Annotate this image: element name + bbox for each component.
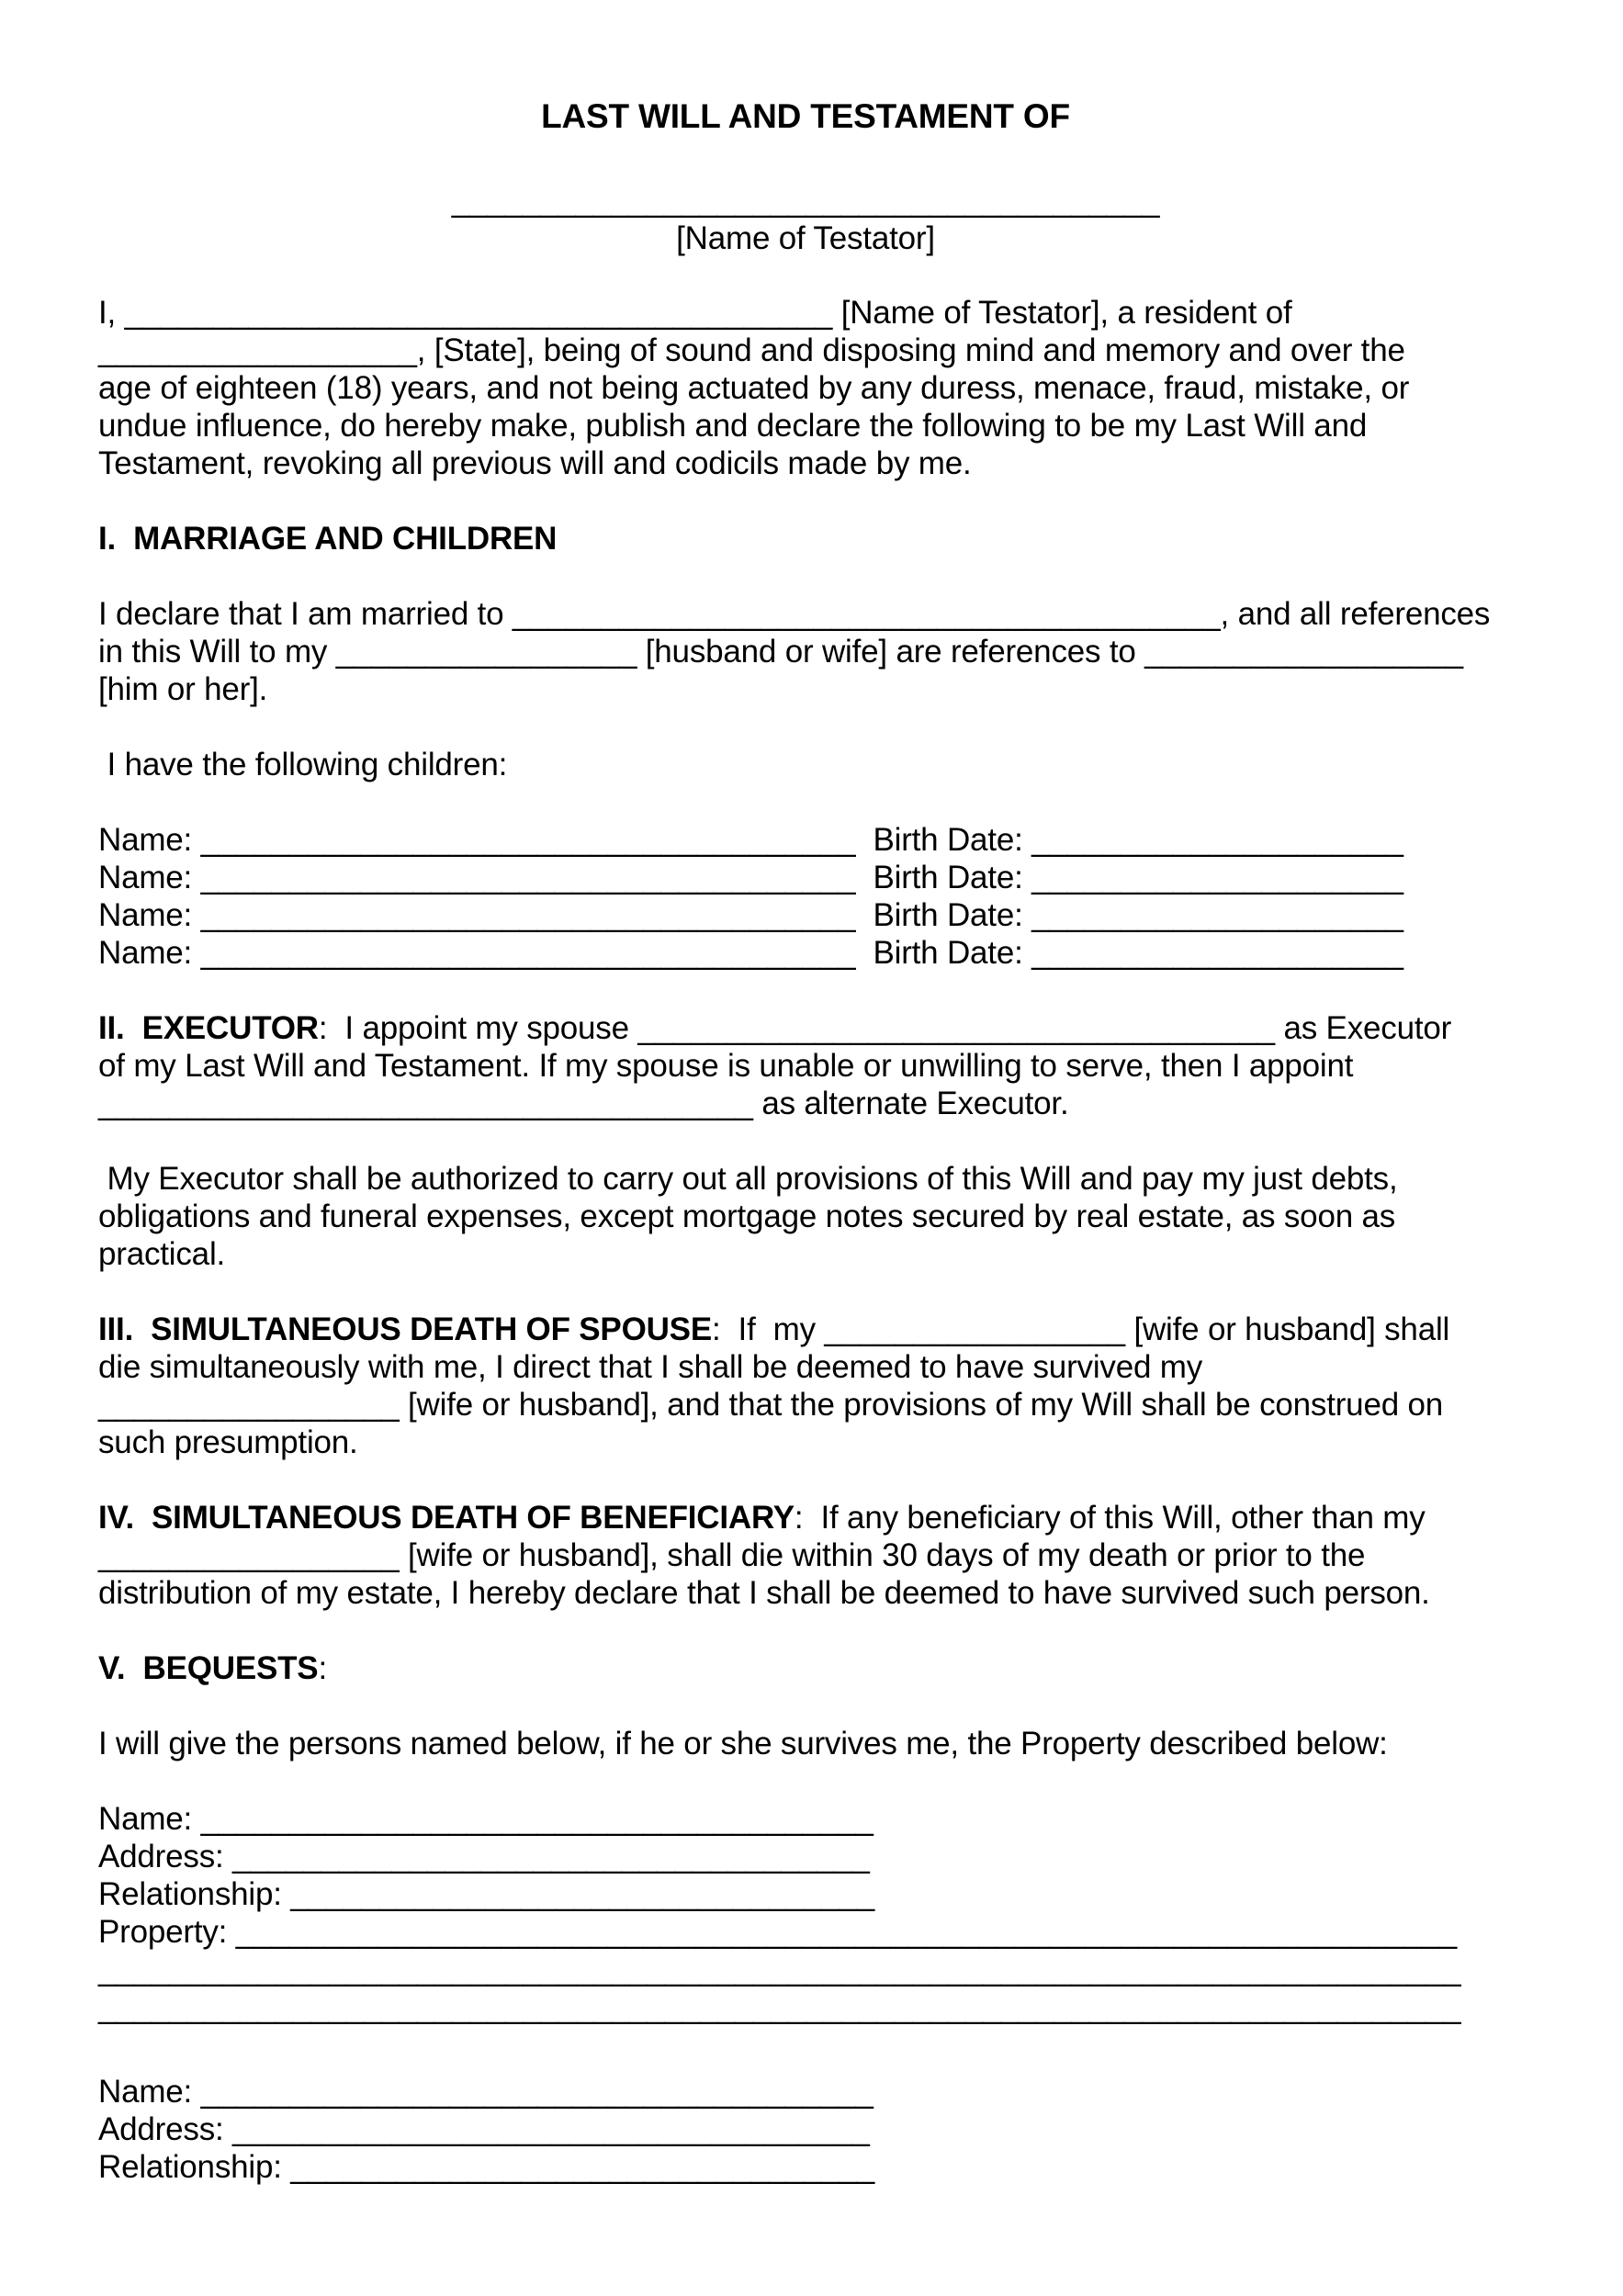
- bequest-property-continuation-line: _____________________________________________________________________________: [98, 1952, 1461, 1987]
- beneficiary-death-line-3: distribution of my estate, I hereby declare that I shall be deemed to have survived such person.: [98, 1575, 1430, 1611]
- executor-powers-line-1: My Executor shall be authorized to carry out all provisions of this Will and pay my just debts,: [98, 1161, 1398, 1197]
- bequest-address-row: Address: ____________________________________: [98, 2111, 870, 2147]
- executor-powers-line-2: obligations and funeral expenses, except mortgage notes secured by real estate, as soon as: [98, 1199, 1396, 1234]
- executor-paragraph: [98, 1009, 1513, 1122]
- bequests-heading-colon: :: [318, 1650, 327, 1686]
- marriage-line-2: in this Will to my _________________ [husband or wife] are references to __________________: [98, 634, 1463, 670]
- testator-name-block: [98, 182, 1513, 257]
- section-heading-bequests: [98, 1649, 1513, 1687]
- bequest-property-continuation-line: _____________________________________________________________________________: [98, 1989, 1461, 2025]
- executor-line-1-text: : I appoint my spouse ____________________________________ as Executor: [318, 1010, 1452, 1046]
- intro-line-1: I, ________________________________________ [Name of Testator], a resident of: [98, 295, 1292, 331]
- executor-powers-paragraph: [98, 1160, 1513, 1273]
- spouse-death-line-1: [98, 1311, 1513, 1348]
- bequest-relationship-row: Relationship: _________________________________: [98, 2149, 875, 2185]
- intro-line-3: age of eighteen (18) years, and not being actuated by any duress, menace, fraud, mistake, or: [98, 370, 1410, 406]
- marriage-line-1: I declare that I am married to ________________________________________, and all references: [98, 596, 1491, 632]
- simultaneous-death-of-beneficiary-paragraph: [98, 1499, 1513, 1612]
- document-title: LAST WILL AND TESTAMENT OF: [541, 97, 1070, 135]
- child-row: Name: _____________________________________ Birth Date: _____________________: [98, 935, 1403, 971]
- bequest-name-row: Name: ______________________________________: [98, 2074, 873, 2110]
- spouse-death-line-2: die simultaneously with me, I direct that I shall be deemed to have survived my: [98, 1349, 1203, 1385]
- section-heading-simultaneous-death-of-beneficiary: IV. SIMULTANEOUS DEATH OF BENEFICIARY: [98, 1500, 795, 1536]
- testator-name-blank: ________________________________________: [451, 183, 1160, 219]
- intro-paragraph: [98, 294, 1513, 482]
- bequest-property-row: Property: _____________________________________________________________________: [98, 1914, 1458, 1950]
- spouse-death-line-1-text: : If my _________________ [wife or husband] shall: [711, 1311, 1450, 1347]
- bequest-block-2: [98, 2073, 1513, 2186]
- executor-line-3: _____________________________________ as alternate Executor.: [98, 1086, 1069, 1121]
- intro-line-4: undue influence, do hereby make, publish and declare the following to be my Last Will and: [98, 408, 1368, 444]
- bequest-address-row: Address: ____________________________________: [98, 1839, 870, 1874]
- bequests-heading-text: V. BEQUESTS: [98, 1650, 319, 1686]
- child-row: Name: _____________________________________ Birth Date: _____________________: [98, 897, 1403, 933]
- beneficiary-death-line-1: [98, 1499, 1513, 1536]
- children-intro-line: I have the following children:: [98, 747, 508, 782]
- executor-line-1: [98, 1009, 1513, 1047]
- child-row: Name: _____________________________________ Birth Date: _____________________: [98, 822, 1403, 858]
- bequests-intro-line: I will give the persons named below, if he or she survives me, the Property described below:: [98, 1726, 1388, 1761]
- section-heading-simultaneous-death-of-spouse: III. SIMULTANEOUS DEATH OF SPOUSE: [98, 1311, 712, 1347]
- bequest-relationship-row: Relationship: _________________________________: [98, 1876, 875, 1912]
- simultaneous-death-of-spouse-paragraph: [98, 1311, 1513, 1461]
- bequest-block-1: [98, 1800, 1513, 2026]
- intro-line-5: Testament, revoking all previous will and codicils made by me.: [98, 445, 972, 481]
- section-heading-marriage-and-children: I. MARRIAGE AND CHILDREN: [98, 521, 558, 557]
- spouse-death-line-3: _________________ [wife or husband], and that the provisions of my Will shall be construed on: [98, 1387, 1444, 1423]
- marriage-paragraph: [98, 595, 1513, 708]
- testator-name-caption: [Name of Testator]: [676, 220, 935, 256]
- child-row: Name: _____________________________________ Birth Date: _____________________: [98, 860, 1403, 895]
- bequest-name-row: Name: ______________________________________: [98, 1801, 873, 1837]
- beneficiary-death-line-2: _________________ [wife or husband], shall die within 30 days of my death or prior to the: [98, 1537, 1366, 1573]
- spouse-death-line-4: such presumption.: [98, 1424, 358, 1460]
- executor-line-2: of my Last Will and Testament. If my spouse is unable or unwilling to serve, then I appoint: [98, 1048, 1354, 1084]
- children-list: [98, 821, 1513, 972]
- executor-powers-line-3: practical.: [98, 1236, 226, 1272]
- beneficiary-death-line-1-text: : If any beneficiary of this Will, other than my: [794, 1500, 1426, 1536]
- section-heading-executor: II. EXECUTOR: [98, 1010, 319, 1046]
- marriage-line-3: [him or her].: [98, 671, 268, 707]
- intro-line-2: __________________, [State], being of sound and disposing mind and memory and over the: [98, 332, 1405, 368]
